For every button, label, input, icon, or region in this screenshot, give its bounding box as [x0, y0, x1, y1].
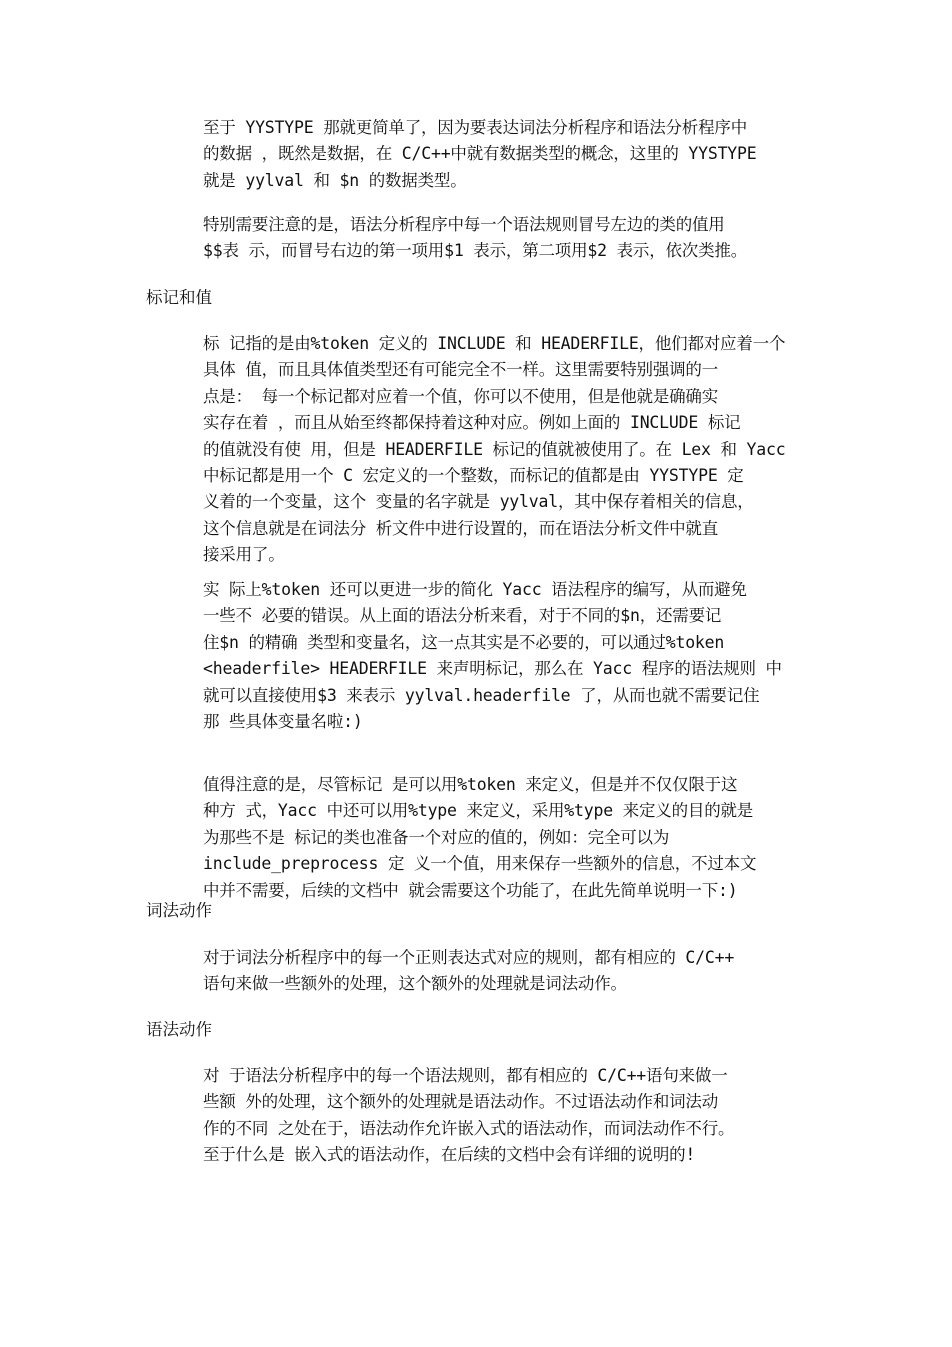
text-line: 的值就没有使 用，但是 HEADERFILE 标记的值就被使用了。在 Lex 和 Yacc — [203, 439, 786, 459]
paragraph-grammar-actions — [203, 1063, 815, 1169]
section-heading-tokens-values: 标记和值 — [146, 288, 212, 307]
section-heading-lexical-actions: 词法动作 — [146, 901, 212, 920]
text-line: 那 些具体变量名啦:) — [203, 712, 363, 732]
paragraph-lexical-actions — [203, 945, 815, 998]
text-line: <headerfile> HEADERFILE 来声明标记，那么在 Yacc 程序的语法规则 中 — [203, 659, 782, 679]
text-line: 点是： 每一个标记都对应着一个值，你可以不使用，但是他就是确确实 — [203, 386, 719, 406]
text-line: 实 际上%token 还可以更进一步的简化 Yacc 语法程序的编写，从而避免 — [203, 580, 747, 599]
text-line: 作的不同 之处在于，语法动作允许嵌入式的语法动作，而词法动作不行。 — [203, 1118, 735, 1138]
text-line: include_preprocess 定 义一个值，用来保存一些额外的信息，不过本文 — [203, 854, 757, 874]
text-line: 实存在着 ，而且从始至终都保持着这种对应。例如上面的 INCLUDE 标记 — [203, 413, 741, 433]
text-line: 具体 值，而且具体值类型还有可能完全不一样。这里需要特别强调的一 — [203, 360, 719, 380]
text-line: 种方 式，Yacc 中还可以用%type 来定义，采用%type 来定义的目的就是 — [203, 801, 754, 821]
text-line: 义着的一个变量，这个 变量的名字就是 yylval，其中保存着相关的信息， — [203, 492, 754, 512]
text-line: 些额 外的处理，这个额外的处理就是语法动作。不过语法动作和词法动 — [203, 1092, 719, 1112]
paragraph-token-simplify — [203, 577, 815, 735]
text-line: $$表 示，而冒号右边的第一项用$1 表示，第二项用$2 表示，依次类推。 — [203, 241, 748, 261]
text-line: 标 记指的是由%token 定义的 INCLUDE 和 HEADERFILE，他们都对应着一个 — [203, 334, 786, 353]
text-line: 的数据 ，既然是数据，在 C/C++中就有数据类型的概念，这里的 YYSTYPE — [203, 144, 757, 164]
paragraph-dollar-values — [203, 212, 815, 265]
text-line: 一些不 必要的错误。从上面的语法分析来看，对于不同的$n，还需要记 — [203, 606, 722, 626]
text-line: 至于什么是 嵌入式的语法动作，在后续的文档中会有详细的说明的! — [203, 1145, 696, 1165]
section-heading-grammar-actions: 语法动作 — [146, 1020, 212, 1039]
text-line: 就可以直接使用$3 来表示 yylval.headerfile 了，从而也就不需要记住 — [203, 685, 760, 705]
text-line: 特别需要注意的是，语法分析程序中每一个语法规则冒号左边的类的值用 — [203, 215, 725, 234]
text-line: 对于词法分析程序中的每一个正则表达式对应的规则，都有相应的 C/C++ — [203, 948, 735, 967]
text-line: 住$n 的精确 类型和变量名，这一点其实是不必要的，可以通过%token — [203, 632, 725, 652]
text-line: 至于 YYSTYPE 那就更简单了，因为要表达词法分析程序和语法分析程序中 — [203, 118, 748, 137]
text-line: 中标记都是用一个 C 宏定义的一个整数，而标记的值都是由 YYSTYPE 定 — [203, 466, 744, 486]
paragraph-token-definition — [203, 331, 815, 569]
paragraph-yystype — [203, 115, 815, 194]
text-line: 对 于语法分析程序中的每一个语法规则，都有相应的 C/C++语句来做一 — [203, 1066, 728, 1085]
text-line: 中并不需要，后续的文档中 就会需要这个功能了，在此先简单说明一下:) — [203, 880, 738, 900]
text-line: 就是 yylval 和 $n 的数据类型。 — [203, 170, 467, 190]
text-line: 值得注意的是，尽管标记 是可以用%token 来定义，但是并不仅仅限于这 — [203, 775, 738, 794]
text-line: 这个信息就是在词法分 析文件中进行设置的，而在语法分析文件中就直 — [203, 518, 719, 538]
text-line: 为那些不是 标记的类也准备一个对应的值的，例如：完全可以为 — [203, 827, 670, 847]
text-line: 语句来做一些额外的处理，这个额外的处理就是词法动作。 — [203, 974, 627, 994]
text-line: 接采用了。 — [203, 545, 285, 565]
paragraph-type-directive — [203, 772, 815, 904]
